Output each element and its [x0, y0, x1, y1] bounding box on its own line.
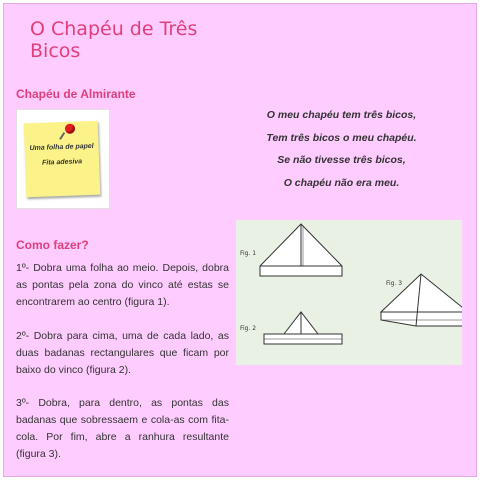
page-title: O Chapéu de Três Bicos: [30, 18, 198, 62]
folding-diagram-drawing: [236, 220, 462, 365]
section-subtitle: Chapéu de Almirante: [16, 87, 136, 101]
instruction-step-2: 2º- Dobra para cima, uma de cada lado, as duas badanas rectangulares que ficam por baixo do vinco (figura 2).: [16, 330, 229, 376]
poem-line: Tem três bicos o meu chapéu.: [266, 131, 417, 144]
folding-diagram: [236, 220, 462, 365]
poem-line: Se não tivesse três bicos,: [277, 154, 406, 166]
figure-3-label: Fig. 3: [386, 280, 403, 287]
figure-2-label: Fig. 2: [240, 325, 257, 332]
figure-2-drawing: [264, 312, 342, 344]
note-material-paper: Uma folha de papel: [29, 142, 94, 153]
pushpin-icon: [65, 124, 75, 134]
poem-line: O meu chapéu tem três bicos,: [266, 109, 417, 121]
figure-1-label: Fig. 1: [240, 250, 257, 257]
figure-1-drawing: [260, 224, 342, 276]
poem: [234, 104, 449, 194]
note-material-tape: Fita adesiva: [41, 158, 83, 167]
content-panel: [3, 3, 477, 477]
pin-needle: [59, 132, 65, 140]
materials-note-image: [16, 109, 110, 209]
instruction-step-1: 1º- Dobra uma folha ao meio. Depois, dobra as pontas pela zona do vinco até estas se encontrarem ao centro (figura 1).: [16, 262, 229, 308]
instructions-heading: Como fazer?: [16, 238, 89, 252]
poem-line: O chapéu não era meu.: [283, 176, 400, 189]
instruction-step-3: 3º- Dobra, para dentro, as pontas das badanas que sobressaem e cola-as com fita-cola. Por fim, abre a ranhura resultante (figura 3).: [16, 397, 229, 460]
sticky-note: [24, 121, 101, 198]
